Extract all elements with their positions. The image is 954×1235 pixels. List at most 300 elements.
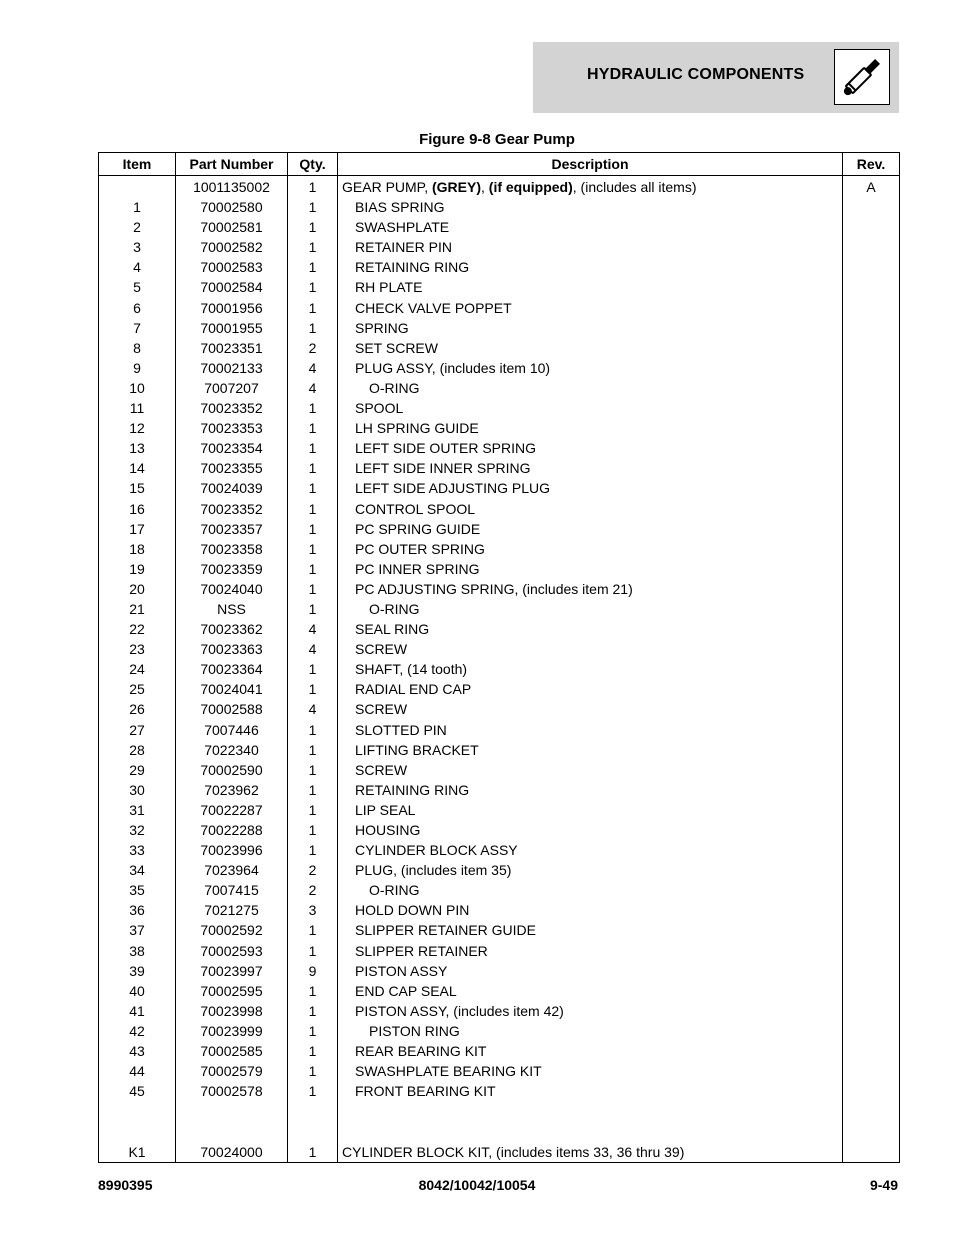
- cell-rev: [843, 1041, 900, 1061]
- cell-qty: 1: [288, 1081, 338, 1101]
- cell-rev: [843, 619, 900, 639]
- cell-item: 5: [99, 277, 176, 297]
- table-row: [99, 1101, 900, 1121]
- cell-rev: [843, 699, 900, 719]
- cell-rev: [843, 1121, 900, 1141]
- cell-description: [338, 1101, 843, 1121]
- cell-description: SLOTTED PIN: [338, 720, 843, 740]
- cell-rev: [843, 1021, 900, 1041]
- cell-rev: [843, 358, 900, 378]
- cell-description: O-RING: [338, 599, 843, 619]
- cell-qty: 4: [288, 619, 338, 639]
- parts-table-body: [99, 176, 900, 1163]
- cell-description: PLUG ASSY, (includes item 10): [338, 358, 843, 378]
- cell-qty: 1: [288, 499, 338, 519]
- cell-item: 18: [99, 539, 176, 559]
- cell-rev: [843, 398, 900, 418]
- cell-description: RETAINING RING: [338, 257, 843, 277]
- table-row: [99, 800, 900, 820]
- cell-qty: 1: [288, 659, 338, 679]
- cell-rev: [843, 338, 900, 358]
- cell-part-number: 70002585: [176, 1041, 288, 1061]
- table-row: [99, 1021, 900, 1041]
- table-row: [99, 458, 900, 478]
- cell-item: 35: [99, 880, 176, 900]
- table-header-row: [99, 153, 900, 176]
- table-row: [99, 176, 900, 198]
- cell-rev: [843, 659, 900, 679]
- cell-item: 3: [99, 237, 176, 257]
- cell-description: LEFT SIDE ADJUSTING PLUG: [338, 478, 843, 498]
- cell-item: [99, 176, 176, 198]
- cell-description: LEFT SIDE OUTER SPRING: [338, 438, 843, 458]
- cell-part-number: NSS: [176, 599, 288, 619]
- cell-qty: 2: [288, 338, 338, 358]
- cell-description: PISTON RING: [338, 1021, 843, 1041]
- cell-rev: [843, 1081, 900, 1101]
- cell-item: 37: [99, 920, 176, 940]
- cell-description: PC ADJUSTING SPRING, (includes item 21): [338, 579, 843, 599]
- cell-rev: A: [843, 176, 900, 198]
- cell-qty: [288, 1101, 338, 1121]
- cell-part-number: 70023363: [176, 639, 288, 659]
- cell-item: 8: [99, 338, 176, 358]
- cell-description: CYLINDER BLOCK ASSY: [338, 840, 843, 860]
- table-row: [99, 1081, 900, 1101]
- cell-rev: [843, 840, 900, 860]
- cell-part-number: 7007446: [176, 720, 288, 740]
- cell-description: PC INNER SPRING: [338, 559, 843, 579]
- cell-rev: [843, 499, 900, 519]
- cell-description: RH PLATE: [338, 277, 843, 297]
- cell-part-number: 70023354: [176, 438, 288, 458]
- cell-rev: [843, 920, 900, 940]
- cell-rev: [843, 941, 900, 961]
- table-row: [99, 619, 900, 639]
- cell-rev: [843, 257, 900, 277]
- table-row: [99, 217, 900, 237]
- cell-part-number: 70023364: [176, 659, 288, 679]
- footer-page-number: 9-49: [869, 1177, 898, 1193]
- cell-qty: 1: [288, 679, 338, 699]
- table-row: [99, 559, 900, 579]
- cell-item: 33: [99, 840, 176, 860]
- cell-qty: 1: [288, 740, 338, 760]
- table-row: [99, 338, 900, 358]
- cell-item: 21: [99, 599, 176, 619]
- cell-qty: 1: [288, 840, 338, 860]
- cell-rev: [843, 1101, 900, 1121]
- cell-rev: [843, 1142, 900, 1163]
- cell-description: SWASHPLATE: [338, 217, 843, 237]
- cell-part-number: 70002579: [176, 1061, 288, 1081]
- cell-description: RETAINER PIN: [338, 237, 843, 257]
- cell-qty: 4: [288, 639, 338, 659]
- cell-description: CHECK VALVE POPPET: [338, 298, 843, 318]
- cell-part-number: 70023359: [176, 559, 288, 579]
- table-row: [99, 981, 900, 1001]
- cell-description: LIFTING BRACKET: [338, 740, 843, 760]
- cell-part-number: 70024041: [176, 679, 288, 699]
- cell-rev: [843, 237, 900, 257]
- cell-qty: 1: [288, 257, 338, 277]
- cell-rev: [843, 579, 900, 599]
- cell-description: PISTON ASSY, (includes item 42): [338, 1001, 843, 1021]
- table-row: [99, 1061, 900, 1081]
- cell-part-number: [176, 1121, 288, 1141]
- cell-part-number: 70023357: [176, 519, 288, 539]
- cell-rev: [843, 679, 900, 699]
- cell-item: 7: [99, 318, 176, 338]
- cell-item: 15: [99, 478, 176, 498]
- cell-description: HOLD DOWN PIN: [338, 900, 843, 920]
- cell-rev: [843, 378, 900, 398]
- cell-part-number: 70023351: [176, 338, 288, 358]
- cell-rev: [843, 318, 900, 338]
- cell-rev: [843, 720, 900, 740]
- cell-part-number: 7022340: [176, 740, 288, 760]
- cell-description: PISTON ASSY: [338, 961, 843, 981]
- table-row: [99, 599, 900, 619]
- table-row: [99, 1142, 900, 1163]
- cell-description: O-RING: [338, 378, 843, 398]
- cell-part-number: 70002590: [176, 760, 288, 780]
- cell-part-number: 70002593: [176, 941, 288, 961]
- cell-item: 19: [99, 559, 176, 579]
- cell-description: SHAFT, (14 tooth): [338, 659, 843, 679]
- table-row: [99, 539, 900, 559]
- cell-part-number: 70023355: [176, 458, 288, 478]
- cell-description: GEAR PUMP, (GREY), (if equipped), (includes all items): [338, 176, 843, 198]
- column-header-description: Description: [338, 153, 843, 176]
- parts-table: [98, 152, 900, 1163]
- cell-description: SPOOL: [338, 398, 843, 418]
- cell-item: 12: [99, 418, 176, 438]
- cell-rev: [843, 860, 900, 880]
- cell-item: 1: [99, 197, 176, 217]
- cell-qty: 1: [288, 197, 338, 217]
- table-row: [99, 880, 900, 900]
- cell-part-number: 70002133: [176, 358, 288, 378]
- cell-description: PLUG, (includes item 35): [338, 860, 843, 880]
- table-row: [99, 358, 900, 378]
- cell-description: LIP SEAL: [338, 800, 843, 820]
- cell-item: 31: [99, 800, 176, 820]
- cell-item: 10: [99, 378, 176, 398]
- cell-item: 13: [99, 438, 176, 458]
- cell-part-number: 70001956: [176, 298, 288, 318]
- cell-part-number: 70002584: [176, 277, 288, 297]
- cell-rev: [843, 1001, 900, 1021]
- cell-rev: [843, 639, 900, 659]
- cell-part-number: 70001955: [176, 318, 288, 338]
- cell-part-number: 70024000: [176, 1142, 288, 1163]
- cell-item: 25: [99, 679, 176, 699]
- table-row: [99, 820, 900, 840]
- cell-rev: [843, 217, 900, 237]
- cell-description: REAR BEARING KIT: [338, 1041, 843, 1061]
- cell-item: 2: [99, 217, 176, 237]
- cell-part-number: 70024039: [176, 478, 288, 498]
- table-row: [99, 277, 900, 297]
- cell-qty: 1: [288, 780, 338, 800]
- cell-item: 6: [99, 298, 176, 318]
- cell-qty: 1: [288, 539, 338, 559]
- table-row: [99, 1121, 900, 1141]
- cell-description: SEAL RING: [338, 619, 843, 639]
- cell-qty: 1: [288, 277, 338, 297]
- table-row: [99, 699, 900, 719]
- cell-rev: [843, 800, 900, 820]
- cell-description: LH SPRING GUIDE: [338, 418, 843, 438]
- table-row: [99, 780, 900, 800]
- cell-part-number: 70023353: [176, 418, 288, 438]
- cell-qty: 1: [288, 1001, 338, 1021]
- cell-item: 17: [99, 519, 176, 539]
- cell-description: SCREW: [338, 760, 843, 780]
- table-row: [99, 679, 900, 699]
- cell-part-number: 70023996: [176, 840, 288, 860]
- table-row: [99, 298, 900, 318]
- cell-rev: [843, 418, 900, 438]
- table-row: [99, 519, 900, 539]
- cell-item: K1: [99, 1142, 176, 1163]
- cell-qty: 4: [288, 378, 338, 398]
- cell-qty: 1: [288, 820, 338, 840]
- cell-item: 42: [99, 1021, 176, 1041]
- table-row: [99, 639, 900, 659]
- cell-rev: [843, 277, 900, 297]
- cell-description: O-RING: [338, 880, 843, 900]
- table-row: [99, 378, 900, 398]
- cell-item: 34: [99, 860, 176, 880]
- cell-description: SET SCREW: [338, 338, 843, 358]
- cell-description: PC OUTER SPRING: [338, 539, 843, 559]
- cell-qty: 1: [288, 760, 338, 780]
- cell-qty: 1: [288, 418, 338, 438]
- cell-item: 16: [99, 499, 176, 519]
- cell-item: 43: [99, 1041, 176, 1061]
- cell-qty: 1: [288, 720, 338, 740]
- table-row: [99, 398, 900, 418]
- cell-part-number: 70002581: [176, 217, 288, 237]
- cell-qty: 1: [288, 398, 338, 418]
- table-row: [99, 478, 900, 498]
- cell-qty: 1: [288, 920, 338, 940]
- cell-part-number: 1001135002: [176, 176, 288, 198]
- cell-qty: 1: [288, 478, 338, 498]
- cell-part-number: 70002588: [176, 699, 288, 719]
- cell-qty: 1: [288, 1021, 338, 1041]
- table-row: [99, 418, 900, 438]
- cell-item: 44: [99, 1061, 176, 1081]
- cell-qty: 1: [288, 217, 338, 237]
- cell-part-number: 7007207: [176, 378, 288, 398]
- cell-qty: 1: [288, 981, 338, 1001]
- table-row: [99, 760, 900, 780]
- cell-qty: 1: [288, 298, 338, 318]
- cell-item: 32: [99, 820, 176, 840]
- cell-rev: [843, 298, 900, 318]
- cell-part-number: 70022287: [176, 800, 288, 820]
- cell-qty: 1: [288, 519, 338, 539]
- cell-description: [338, 1121, 843, 1141]
- table-row: [99, 961, 900, 981]
- cell-description: SLIPPER RETAINER: [338, 941, 843, 961]
- cell-rev: [843, 981, 900, 1001]
- cell-rev: [843, 1061, 900, 1081]
- cell-description: SCREW: [338, 699, 843, 719]
- cell-description: SCREW: [338, 639, 843, 659]
- table-row: [99, 237, 900, 257]
- section-title: HYDRAULIC COMPONENTS: [587, 66, 805, 83]
- cell-item: 30: [99, 780, 176, 800]
- cell-qty: 9: [288, 961, 338, 981]
- cell-item: 28: [99, 740, 176, 760]
- cell-part-number: 7021275: [176, 900, 288, 920]
- table-row: [99, 438, 900, 458]
- cell-part-number: 70023352: [176, 398, 288, 418]
- cell-qty: 1: [288, 176, 338, 198]
- cell-qty: 1: [288, 458, 338, 478]
- cell-qty: 2: [288, 860, 338, 880]
- cell-qty: 1: [288, 237, 338, 257]
- cell-description: SWASHPLATE BEARING KIT: [338, 1061, 843, 1081]
- cell-rev: [843, 599, 900, 619]
- cell-item: 11: [99, 398, 176, 418]
- table-row: [99, 318, 900, 338]
- cell-item: [99, 1101, 176, 1121]
- cell-description: SLIPPER RETAINER GUIDE: [338, 920, 843, 940]
- cell-qty: 1: [288, 800, 338, 820]
- cell-rev: [843, 478, 900, 498]
- cell-qty: 2: [288, 880, 338, 900]
- cell-item: [99, 1121, 176, 1141]
- cell-description: CONTROL SPOOL: [338, 499, 843, 519]
- column-header-rev: Rev.: [843, 153, 900, 176]
- cell-qty: 1: [288, 579, 338, 599]
- cell-qty: 1: [288, 941, 338, 961]
- cell-description: RETAINING RING: [338, 780, 843, 800]
- cell-rev: [843, 740, 900, 760]
- cell-part-number: 70024040: [176, 579, 288, 599]
- cell-part-number: 7023962: [176, 780, 288, 800]
- hydraulic-cylinder-icon: [834, 49, 890, 105]
- cell-item: 24: [99, 659, 176, 679]
- cell-rev: [843, 760, 900, 780]
- table-row: [99, 720, 900, 740]
- footer-models: 8042/10042/10054: [418, 1177, 536, 1193]
- cell-qty: 4: [288, 699, 338, 719]
- table-row: [99, 860, 900, 880]
- cell-part-number: 70023998: [176, 1001, 288, 1021]
- cell-description: CYLINDER BLOCK KIT, (includes items 33, 36 thru 39): [338, 1142, 843, 1163]
- cell-description: SPRING: [338, 318, 843, 338]
- column-header-item: Item: [99, 153, 176, 176]
- cell-item: 4: [99, 257, 176, 277]
- footer-doc-number: 8990395: [98, 1177, 153, 1193]
- cell-part-number: 70023997: [176, 961, 288, 981]
- cell-item: 14: [99, 458, 176, 478]
- cell-part-number: 70002595: [176, 981, 288, 1001]
- cell-part-number: 70023999: [176, 1021, 288, 1041]
- cell-qty: 1: [288, 318, 338, 338]
- table-row: [99, 1001, 900, 1021]
- cell-part-number: 70002582: [176, 237, 288, 257]
- table-row: [99, 920, 900, 940]
- cell-part-number: 70002583: [176, 257, 288, 277]
- cell-description: LEFT SIDE INNER SPRING: [338, 458, 843, 478]
- cell-part-number: 70023352: [176, 499, 288, 519]
- cell-qty: 1: [288, 559, 338, 579]
- cell-rev: [843, 539, 900, 559]
- cell-part-number: [176, 1101, 288, 1121]
- cell-description: BIAS SPRING: [338, 197, 843, 217]
- cell-part-number: 70023358: [176, 539, 288, 559]
- cell-part-number: 70002592: [176, 920, 288, 940]
- cell-item: 36: [99, 900, 176, 920]
- cell-description: END CAP SEAL: [338, 981, 843, 1001]
- table-row: [99, 900, 900, 920]
- cell-item: 29: [99, 760, 176, 780]
- table-row: [99, 740, 900, 760]
- cell-part-number: 7023964: [176, 860, 288, 880]
- cell-part-number: 70023362: [176, 619, 288, 639]
- cell-part-number: 70022288: [176, 820, 288, 840]
- cell-item: 40: [99, 981, 176, 1001]
- table-row: [99, 840, 900, 860]
- table-row: [99, 579, 900, 599]
- cell-rev: [843, 197, 900, 217]
- cell-item: 20: [99, 579, 176, 599]
- cell-item: 23: [99, 639, 176, 659]
- cell-item: 38: [99, 941, 176, 961]
- cell-qty: 1: [288, 438, 338, 458]
- cell-item: 45: [99, 1081, 176, 1101]
- cell-description: FRONT BEARING KIT: [338, 1081, 843, 1101]
- cell-qty: 1: [288, 1041, 338, 1061]
- cell-part-number: 70002578: [176, 1081, 288, 1101]
- cell-description: HOUSING: [338, 820, 843, 840]
- column-header-qty: Qty.: [288, 153, 338, 176]
- cell-rev: [843, 900, 900, 920]
- column-header-part-number: Part Number: [176, 153, 288, 176]
- figure-title: Figure 9-8 Gear Pump: [419, 131, 575, 148]
- cell-rev: [843, 519, 900, 539]
- cell-part-number: 7007415: [176, 880, 288, 900]
- cell-qty: 1: [288, 599, 338, 619]
- table-row: [99, 499, 900, 519]
- cell-qty: 3: [288, 900, 338, 920]
- cell-rev: [843, 438, 900, 458]
- cell-qty: 1: [288, 1142, 338, 1163]
- cell-qty: 4: [288, 358, 338, 378]
- cell-rev: [843, 820, 900, 840]
- cell-rev: [843, 780, 900, 800]
- cell-item: 9: [99, 358, 176, 378]
- table-row: [99, 257, 900, 277]
- table-row: [99, 1041, 900, 1061]
- cell-part-number: 70002580: [176, 197, 288, 217]
- cell-rev: [843, 880, 900, 900]
- cell-description: RADIAL END CAP: [338, 679, 843, 699]
- cell-item: 22: [99, 619, 176, 639]
- cell-item: 39: [99, 961, 176, 981]
- table-row: [99, 659, 900, 679]
- cell-rev: [843, 961, 900, 981]
- cell-item: 26: [99, 699, 176, 719]
- cell-item: 41: [99, 1001, 176, 1021]
